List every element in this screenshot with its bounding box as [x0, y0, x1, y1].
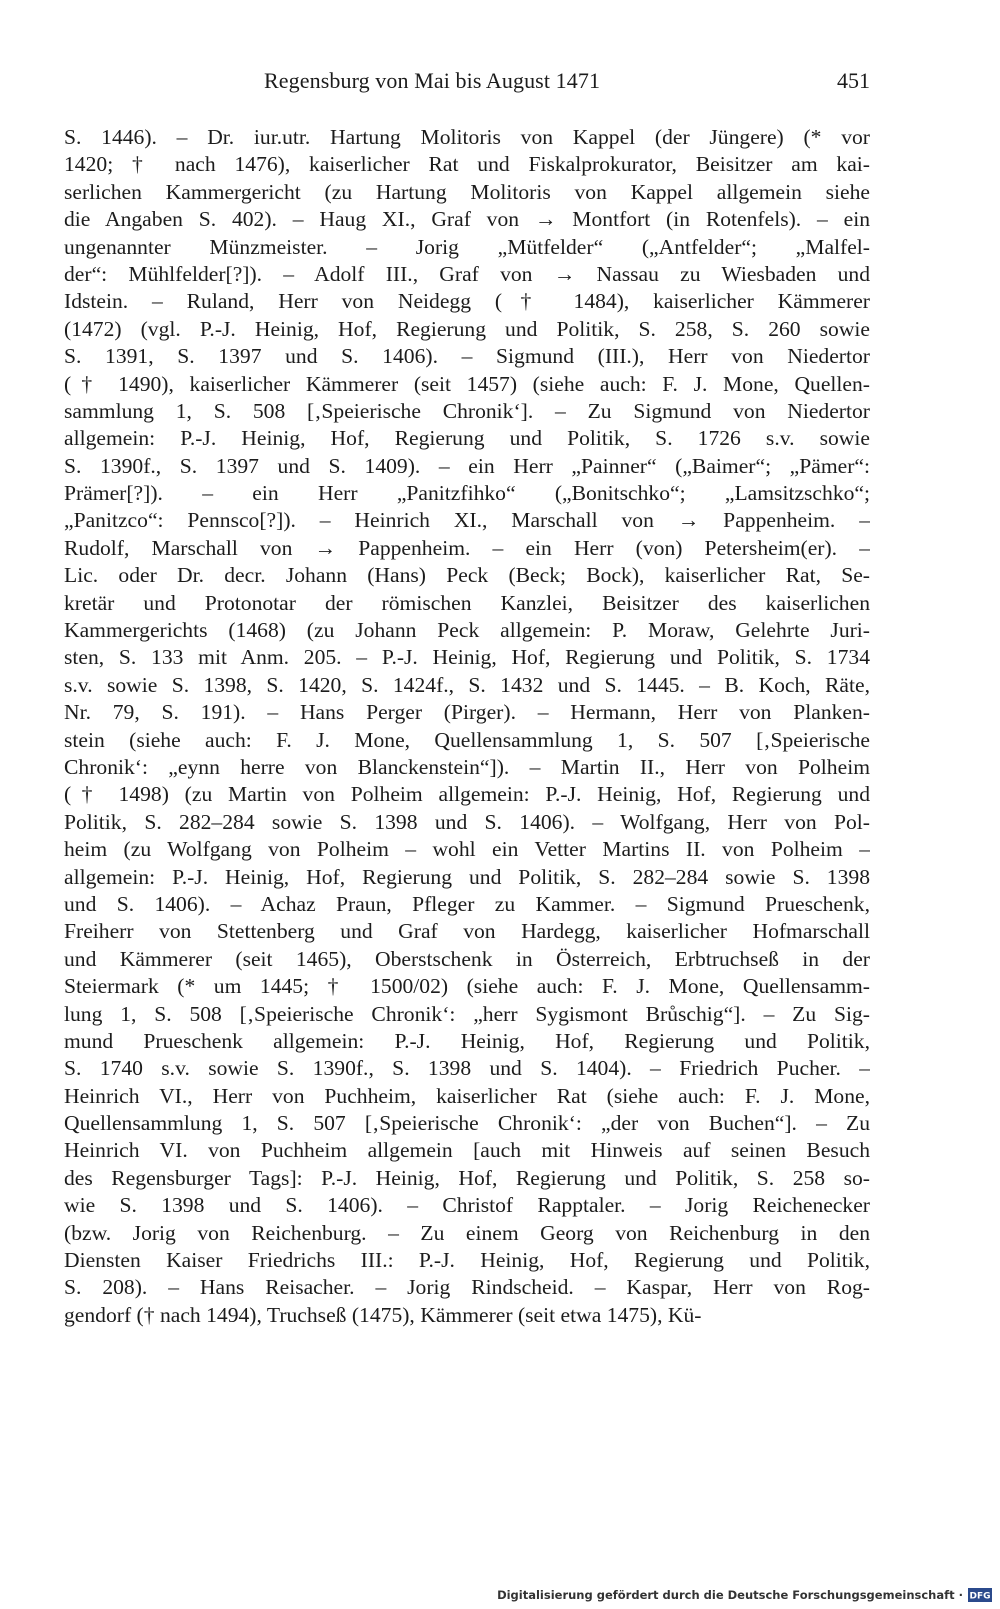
text-line: Steiermark (* um 1445; † 1500/02) (siehe auch: F. J. Mone, Quellensamm-	[64, 974, 870, 999]
running-title: Regensburg von Mai bis August 1471	[264, 68, 601, 93]
text-line: Kammergerichts (1468) (zu Johann Peck allgemein: P. Moraw, Gelehrte Juri-	[64, 618, 870, 643]
text-line: ungenannter Münzmeister. – Jorig „Mütfelder“ („Antfelder“; „Malfel-	[64, 234, 870, 259]
dfg-logo-text: DFG	[969, 1591, 991, 1602]
text-line: der“: Mühlfelder[?]). – Adolf III., Graf von → Nassau zu Wiesbaden und	[64, 261, 870, 286]
text-line: Prämer[?]). – ein Herr „Panitzfihko“ („Bonitschko“; „Lamsitzschko“;	[64, 481, 870, 506]
text-line: Heinrich VI., Herr von Puchheim, kaiserlicher Rat (siehe auch: F. J. Mone,	[64, 1083, 870, 1108]
text-line: 1420; † nach 1476), kaiserlicher Rat und Fiskalprokurator, Beisitzer am kai-	[64, 152, 870, 177]
text-line: Quellensammlung 1, S. 507 [‚Speierische Chronik‘: „der von Buchen“]. – Zu	[64, 1111, 870, 1136]
text-line: Diensten Kaiser Friedrichs III.: P.-J. Heinig, Hof, Regierung und Politik,	[64, 1248, 870, 1273]
text-line: wie S. 1398 und S. 1406). – Christof Rapptaler. – Jorig Reichenecker	[64, 1193, 870, 1218]
text-line: S. 1740 s.v. sowie S. 1390f., S. 1398 und S. 1404). – Friedrich Pucher. –	[64, 1056, 870, 1081]
text-line: mund Prueschenk allgemein: P.-J. Heinig, Hof, Regierung und Politik,	[64, 1028, 870, 1053]
text-line: kretär und Protonotar der römischen Kanzlei, Beisitzer des kaiserlichen	[64, 590, 870, 615]
text-line: Freiherr von Stettenberg und Graf von Hardegg, kaiserlicher Hofmarschall	[64, 919, 870, 944]
text-line: und Kämmerer (seit 1465), Oberstschenk in Österreich, Erbtruchseß in der	[64, 946, 870, 971]
text-line: sten, S. 133 mit Anm. 205. – P.-J. Heinig, Hof, Regierung und Politik, S. 1734	[64, 645, 870, 670]
text-line: S. 1446). – Dr. iur.utr. Hartung Molitoris von Kappel (der Jüngere) (* vor	[64, 125, 870, 149]
text-line: († 1490), kaiserlicher Kämmerer (seit 1457) (siehe auch: F. J. Mone, Quellen-	[64, 371, 870, 396]
text-line: Lic. oder Dr. decr. Johann (Hans) Peck (Beck; Bock), kaiserlicher Rat, Se-	[64, 563, 870, 588]
text-line: Idstein. – Ruland, Herr von Neidegg († 1484), kaiserlicher Kämmerer	[64, 289, 870, 314]
digitization-credit	[497, 1585, 992, 1605]
page-header	[64, 66, 870, 102]
text-line: S. 208). – Hans Reisacher. – Jorig Rindscheid. – Kaspar, Herr von Rog-	[64, 1275, 870, 1300]
text-line: die Angaben S. 402). – Haug XI., Graf von → Montfort (in Rotenfels). – ein	[64, 207, 870, 232]
text-line: Politik, S. 282–284 sowie S. 1398 und S. 1406). – Wolfgang, Herr von Pol-	[64, 809, 870, 834]
text-line: (1472) (vgl. P.-J. Heinig, Hof, Regierung und Politik, S. 258, S. 260 sowie	[64, 316, 870, 341]
text-line: sammlung 1, S. 508 [‚Speierische Chronik‘]. – Zu Sigmund von Niedertor	[64, 398, 870, 423]
text-line: Nr. 79, S. 191). – Hans Perger (Pirger). – Hermann, Herr von Planken-	[64, 700, 870, 725]
text-line: († 1498) (zu Martin von Polheim allgemein: P.-J. Heinig, Hof, Regierung und	[64, 782, 870, 807]
text-line: stein (siehe auch: F. J. Mone, Quellensammlung 1, S. 507 [‚Speierische	[64, 727, 870, 752]
text-line: Heinrich VI. von Puchheim allgemein [auch mit Hinweis auf seinen Besuch	[64, 1138, 870, 1163]
text-line: (bzw. Jorig von Reichenburg. – Zu einem Georg von Reichenburg in den	[64, 1220, 870, 1245]
text-line: heim (zu Wolfgang von Polheim – wohl ein Vetter Martins II. von Polheim –	[64, 837, 870, 862]
page-number: 451	[837, 68, 870, 93]
text-line: S. 1390f., S. 1397 und S. 1409). – ein Herr „Painner“ („Baimer“; „Pämer“:	[64, 453, 870, 478]
text-line: lung 1, S. 508 [‚Speierische Chronik‘: „herr Sygismont Brůschig“]. – Zu Sig-	[64, 1001, 870, 1026]
text-line: und S. 1406). – Achaz Praun, Pfleger zu Kammer. – Sigmund Prueschenk,	[64, 891, 870, 916]
text-line: Rudolf, Marschall von → Pappenheim. – ein Herr (von) Petersheim(er). –	[64, 535, 870, 560]
dfg-logo	[968, 1588, 992, 1602]
text-line: des Regensburger Tags]: P.-J. Heinig, Hof, Regierung und Politik, S. 258 so-	[64, 1165, 870, 1190]
text-line: s.v. sowie S. 1398, S. 1420, S. 1424f., S. 1432 und S. 1445. – B. Koch, Räte,	[64, 672, 870, 697]
credit-text: Digitalisierung gefördert durch die Deutsche Forschungsgemeinschaft ·	[497, 1588, 963, 1602]
text-line: serlichen Kammergericht (zu Hartung Molitoris von Kappel allgemein siehe	[64, 179, 870, 204]
text-line: Chronik‘: „eynn herre von Blanckenstein“]). – Martin II., Herr von Polheim	[64, 754, 870, 779]
text-line: gendorf († nach 1494), Truchseß (1475), Kämmerer (seit etwa 1475), Kü-	[64, 1302, 702, 1327]
text-line: S. 1391, S. 1397 und S. 1406). – Sigmund (III.), Herr von Niedertor	[64, 344, 870, 369]
text-line: allgemein: P.-J. Heinig, Hof, Regierung und Politik, S. 282–284 sowie S. 1398	[64, 864, 870, 889]
text-line: „Panitzco“: Pennsco[?]). – Heinrich XI., Marschall von → Pappenheim. –	[64, 508, 870, 533]
text-line: allgemein: P.-J. Heinig, Hof, Regierung und Politik, S. 1726 s.v. sowie	[64, 426, 870, 451]
body-text	[64, 124, 870, 1329]
